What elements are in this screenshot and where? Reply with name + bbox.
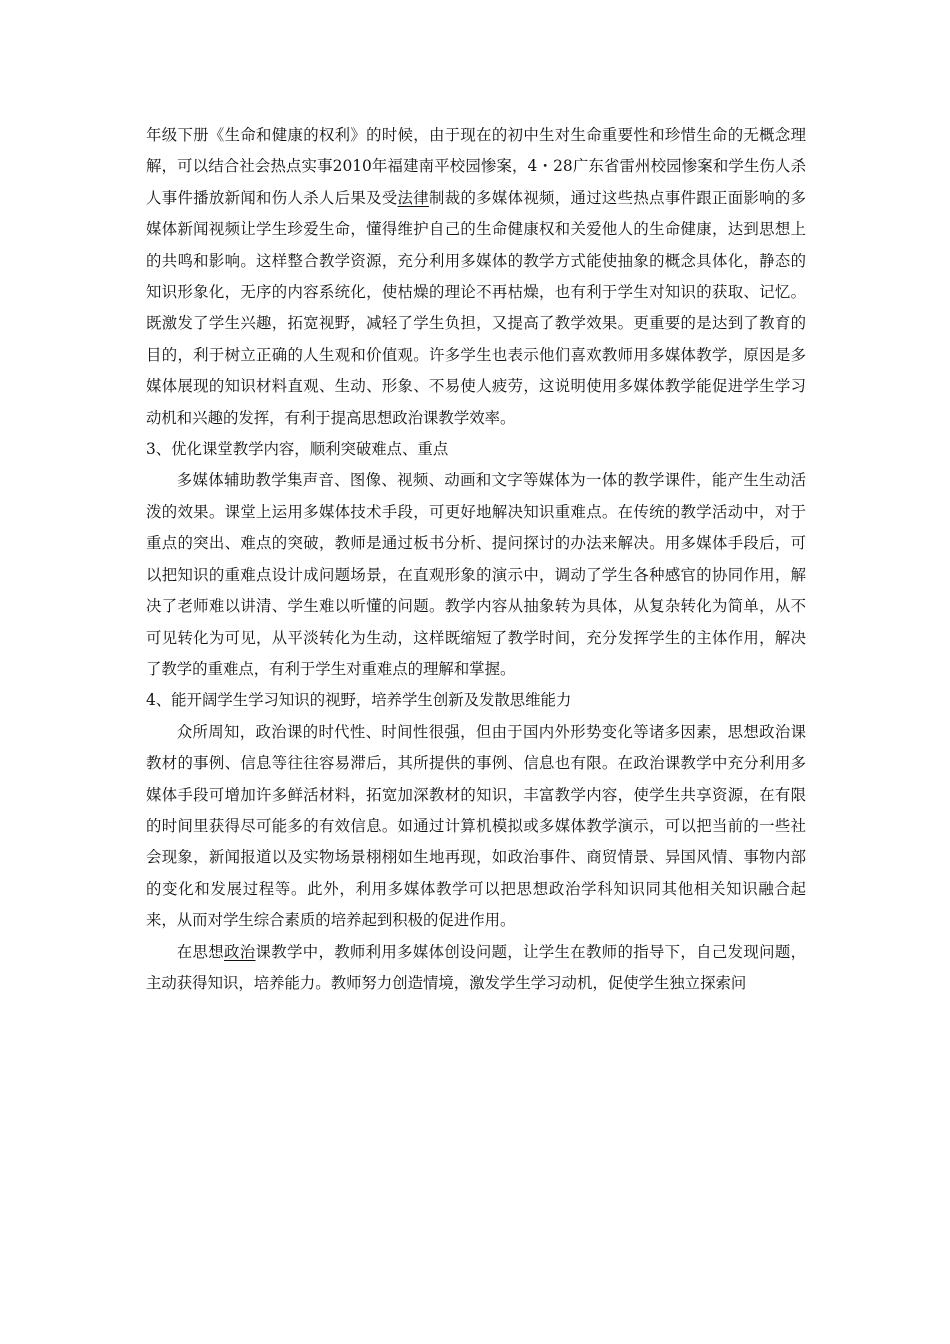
paragraph-teacher-questions xyxy=(146,937,806,1000)
document-body xyxy=(146,120,806,999)
paragraph-broaden-horizons: 众所周知，政治课的时代性、时间性很强，但由于国内外形势变化等诸多因素，思想政治课教材的事例、信息等往往容易滞后，其所提供的事例、信息也有限。在政治课教学中充分利用多媒体手段可增加许多鲜活材料，拓宽加深教材的知识，丰富教学内容，使学生共享资源，在有限的时间里获得尽可能多的有效信息。如通过计算机模拟或多媒体教学演示，可以把当前的一些社会现象，新闻报道以及实物场景栩栩如生地再现，如政治事件、商贸情景、异国风情、事物内部的变化和发展过程等。此外，利用多媒体教学可以把思想政治学科知识同其他相关知识融合起来，从而对学生综合素质的培养起到积极的促进作用。 xyxy=(146,722,806,930)
paragraph-text: 年级下册《生命和健康的权利》的时候，由于现在的初中生对生命重要性和珍惜生命的无概念理解，可以结合社会热点实事2010年福建南平校园惨案，4・28广东省雷州校园惨案和学生伤人杀人事件播放新闻和伤人杀人后果及受 xyxy=(146,126,806,207)
section-heading-4: 4、能开阔学生学习知识的视野，培养学生创新及发散思维能力 xyxy=(146,691,572,710)
paragraph-life-health-rights xyxy=(146,120,806,434)
paragraph-multimedia-key-points: 多媒体辅助教学集声音、图像、视频、动画和文字等媒体为一体的教学课件，能产生生动活泼的效果。课堂上运用多媒体技术手段，可更好地解决知识重难点。在传统的教学活动中，对于重点的突出、难点的突破，教师是通过板书分析、提问探讨的办法来解决。用多媒体手段后，可以把知识的重难点设计成问题场景，在直观形象的演示中，调动了学生各种感官的协同作用，解决了老师难以讲清、学生难以听懂的问题。教学内容从抽象转为具体，从复杂转化为简单，从不可见转化为可见，从平淡转化为生动，这样既缩短了教学时间，充分发挥学生的主体作用，解决了教学的重难点，有利于学生对重难点的理解和掌握。 xyxy=(146,471,806,678)
section-heading-3: 3、优化课堂教学内容，顺利突破难点、重点 xyxy=(146,440,449,459)
law-link[interactable]: 法律 xyxy=(397,188,429,207)
paragraph-text: 在思想 xyxy=(176,942,225,961)
paragraph-text: 课教学中，教师利用多媒体创设问题，让学生在教师的指导下，自己发现问题，主动获得知识，培养能力。教师努力创造情境，激发学生学习动机，促使学生独立探索问 xyxy=(146,942,806,992)
politics-link[interactable]: 政治 xyxy=(224,942,256,961)
paragraph-text: 制裁的多媒体视频，通过这些热点事件跟正面影响的多媒体新闻视频让学生珍爱生命，懂得维护自己的生命健康权和关爱他人的生命健康，达到思想上的共鸣和影响。这样整合教学资源，充分利用多媒体的教学方式能使抽象的概念具体化，静态的知识形象化，无序的内容系统化，使枯燥的理论不再枯燥，也有利于学生对知识的获取、记忆。既激发了学生兴趣，拓宽视野，减轻了学生负担，又提高了教学效果。更重要的是达到了教育的目的，利于树立正确的人生观和价值观。许多学生也表示他们喜欢教师用多媒体教学，原因是多媒体展现的知识材料直观、生动、形象、不易使人疲劳，这说明使用多媒体教学能促进学生学习动机和兴趣的发挥，有利于提高思想政治课教学效率。 xyxy=(146,188,806,427)
